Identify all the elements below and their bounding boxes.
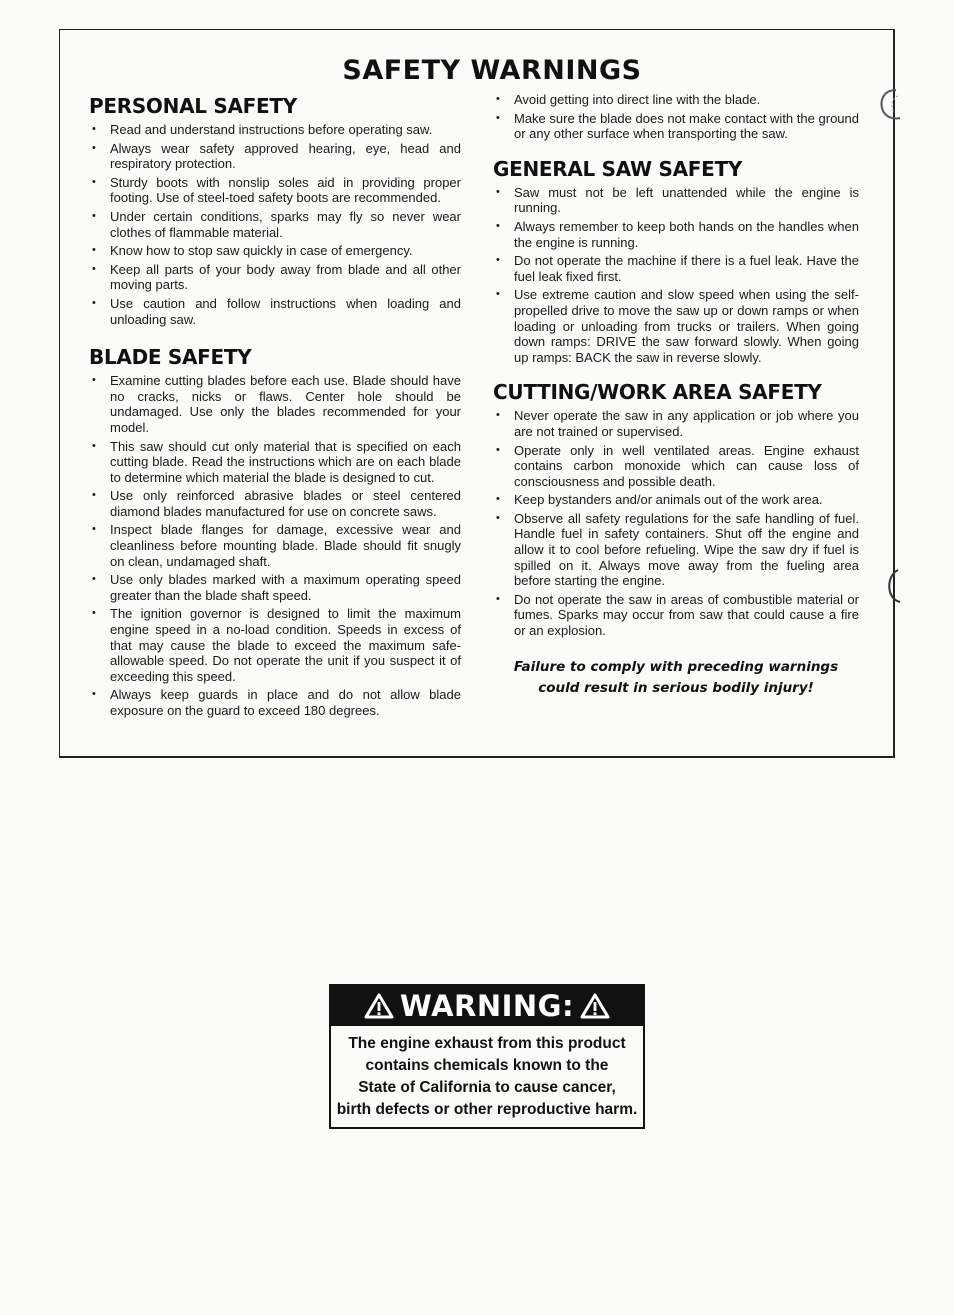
section-heading: PERSONAL SAFETY bbox=[89, 94, 297, 118]
list-item: • Use only reinforced abrasive blades or steel centered diamond blades manufactured for use on concrete saws. bbox=[89, 488, 461, 519]
bullet-list bbox=[493, 185, 859, 366]
warning-line: birth defects or other reproductive harm. bbox=[336, 1101, 638, 1118]
failure-notice bbox=[493, 657, 859, 699]
list-item: • Do not operate the machine if there is a fuel leak. Have the fuel leak fixed first. bbox=[493, 253, 859, 284]
general-saw-safety-section bbox=[493, 157, 859, 366]
warning-header-text: WARNING: bbox=[399, 989, 575, 1023]
list-item: • Keep all parts of your body away from blade and all other moving parts. bbox=[89, 262, 461, 293]
warning-line: contains chemicals known to the bbox=[365, 1057, 609, 1074]
list-item: • Use caution and follow instructions when loading and unloading saw. bbox=[89, 296, 461, 327]
warning-triangle-icon bbox=[364, 993, 394, 1019]
warning-header bbox=[331, 986, 643, 1026]
section-heading: GENERAL SAW SAFETY bbox=[493, 156, 743, 181]
list-item: • Use extreme caution and slow speed when using the self-propelled drive to move the saw up or down ramps or when loading or unloading from trucks or trailers. When going down ramps: DRIVE the saw forward slowly. When going up ramps: BACK the saw in reverse slowly. bbox=[493, 287, 859, 365]
binder-hole-mark bbox=[876, 86, 912, 126]
personal-safety-section bbox=[89, 94, 461, 327]
right-column bbox=[493, 92, 859, 699]
list-item: • Always keep guards in place and do not allow blade exposure on the guard to exceed 180 degrees. bbox=[89, 687, 461, 718]
list-item: • Saw must not be left unattended while the engine is running. bbox=[493, 185, 859, 216]
blade-safety-section bbox=[89, 345, 461, 718]
list-item: • Know how to stop saw quickly in case of emergency. bbox=[89, 243, 461, 259]
list-item: • Always wear safety approved hearing, eye, head and respiratory protection. bbox=[89, 141, 461, 172]
bullet-list bbox=[89, 122, 461, 327]
list-item: • Under certain conditions, sparks may fly so never wear clothes of flammable material. bbox=[89, 209, 461, 240]
continued-bullet-list bbox=[493, 92, 859, 142]
left-column bbox=[89, 94, 461, 722]
list-item: • Keep bystanders and/or animals out of the work area. bbox=[493, 492, 859, 508]
list-item: • Always remember to keep both hands on the handles when the engine is running. bbox=[493, 219, 859, 250]
list-item: • The ignition governor is designed to limit the maximum engine speed in a no-load condition. Speeds in excess of that may cause the blade to exceed the maximum safe-allowable speed. Do not operate the unit if you suspect it of exceeding this speed. bbox=[89, 606, 461, 684]
list-item: • This saw should cut only material that is specified on each cutting blade. Read the instructions which are on each blade to determine which material the blade is designed to cut. bbox=[89, 439, 461, 486]
bullet-list bbox=[493, 408, 859, 638]
page-title: SAFETY WARNINGS bbox=[342, 55, 642, 86]
list-item: • Inspect blade flanges for damage, excessive wear and cleanliness before mounting blade. Blade should fit snugly on clean, undamaged shaft. bbox=[89, 522, 461, 569]
list-item: • Examine cutting blades before each use. Blade should have no cracks, nicks or flaws. Center hole should be undamaged. Use only the blades recommended for your model. bbox=[89, 373, 461, 435]
cutting-work-area-safety-section bbox=[493, 380, 859, 638]
list-item: • Do not operate the saw in areas of combustible material or fumes. Sparks may occur from saw that could cause a fire or an explosion. bbox=[493, 592, 859, 639]
list-item: • Sturdy boots with nonslip soles aid in providing proper footing. Use of steel-toed safety boots are recommended. bbox=[89, 175, 461, 206]
list-item: • Read and understand instructions before operating saw. bbox=[89, 122, 461, 138]
list-item: • Observe all safety regulations for the safe handling of fuel. Handle fuel in safety containers. Shut off the engine and allow it to cool before refueling. Wipe the saw dry if fuel is spilled on it. Always move away from the fueling area before starting the engine. bbox=[493, 511, 859, 589]
binder-hole-mark bbox=[884, 568, 904, 604]
list-item: • Avoid getting into direct line with the blade. bbox=[493, 92, 859, 108]
warning-body bbox=[331, 1026, 643, 1121]
california-warning-box bbox=[329, 984, 645, 1129]
failure-notice-line: Failure to comply with preceding warnings bbox=[513, 658, 839, 675]
warning-triangle-icon bbox=[580, 993, 610, 1019]
section-heading: CUTTING/WORK AREA SAFETY bbox=[493, 380, 822, 405]
list-item: • Use only blades marked with a maximum operating speed greater than the blade shaft speed. bbox=[89, 572, 461, 603]
bullet-list bbox=[89, 373, 461, 718]
warning-line: State of California to cause cancer, bbox=[358, 1079, 616, 1096]
failure-notice-line: could result in serious bodily injury! bbox=[538, 679, 814, 696]
list-item: • Never operate the saw in any application or job where you are not trained or supervised. bbox=[493, 408, 859, 439]
warning-line: The engine exhaust from this product bbox=[348, 1035, 626, 1052]
section-heading: BLADE SAFETY bbox=[89, 345, 252, 370]
list-item: • Make sure the blade does not make contact with the ground or any other surface when transporting the saw. bbox=[493, 111, 859, 142]
list-item: • Operate only in well ventilated areas. Engine exhaust contains carbon monoxide which can cause loss of consciousness and possible death. bbox=[493, 443, 859, 490]
